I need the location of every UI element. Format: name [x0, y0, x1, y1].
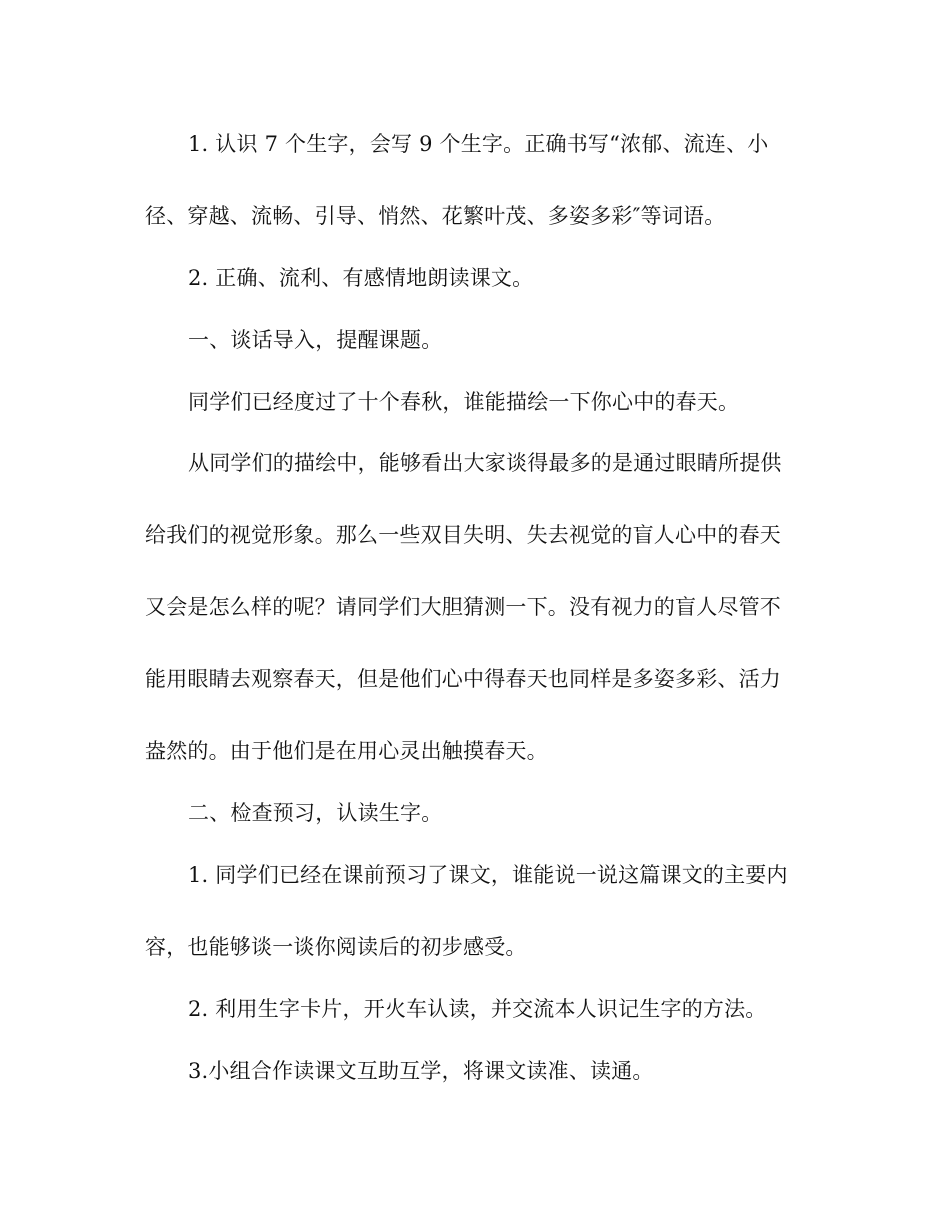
paragraph-description-line-1: 从同学们的描绘中，能够看出大家谈得最多的是通过眼睛所提供 [188, 451, 782, 475]
paragraph-objective-1-line-1: 1. 认识 7 个生字，会写 9 个生字。正确书写“浓郁、流连、小 [188, 132, 769, 156]
section-heading-1: 一、谈话导入，提醒课题。 [188, 328, 443, 352]
paragraph-description-line-5: 盎然的。由于他们是在用心灵出触摸春天。 [145, 739, 548, 763]
paragraph-description-line-3: 又会是怎么样的呢？请同学们大胆猜测一下。没有视力的盲人尽管不 [145, 595, 781, 619]
paragraph-description-line-4: 能用眼睛去观察春天，但是他们心中得春天也同样是多姿多彩、活力 [145, 667, 781, 691]
paragraph-step-2: 2. 利用生字卡片，开火车认读，并交流本人识记生字的方法。 [188, 997, 767, 1021]
paragraph-step-1-line-1: 1. 同学们已经在课前预习了课文，谁能说一说这篇课文的主要内 [188, 863, 788, 887]
paragraph-step-1-line-2: 容，也能够谈一谈你阅读后的初步感受。 [145, 935, 527, 959]
paragraph-description-line-2: 给我们的视觉形象。那么一些双目失明、失去视觉的盲人心中的春天 [145, 523, 781, 547]
paragraph-intro-question: 同学们已经度过了十个春秋，谁能描绘一下你心中的春天。 [188, 390, 740, 414]
paragraph-objective-2: 2. 正确、流利、有感情地朗读课文。 [188, 266, 534, 290]
paragraph-objective-1-line-2: 径、穿越、流畅、引导、悄然、花繁叶茂、多姿多彩″等词语。 [145, 204, 726, 228]
section-heading-2: 二、检查预习，认读生字。 [188, 801, 443, 825]
paragraph-step-3: 3.小组合作读课文互助互学，将课文读准、读通。 [188, 1059, 654, 1083]
